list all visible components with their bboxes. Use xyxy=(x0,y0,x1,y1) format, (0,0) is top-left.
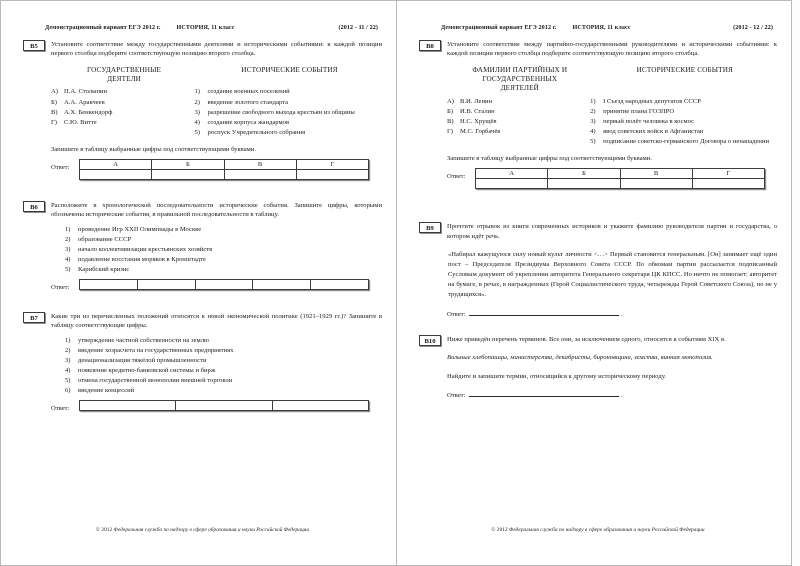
item-key: Г) xyxy=(51,118,58,126)
match-left-heading-b5 xyxy=(51,66,197,85)
option-number: 2) xyxy=(65,346,71,354)
list-item xyxy=(65,265,382,275)
answer-input-cell[interactable] xyxy=(137,279,195,289)
option-number: 6) xyxy=(65,386,71,394)
option-text: утверждение частной собственности на землю xyxy=(78,336,209,344)
option-text: введение концессий xyxy=(78,386,135,394)
match-body-b5 xyxy=(51,87,382,138)
task-b7 xyxy=(23,312,382,412)
option-text: создание корпуса жандармов xyxy=(207,118,290,126)
task-code-b10: B10 xyxy=(419,335,441,346)
option-number: 4) xyxy=(65,366,71,374)
option-text: принятие плана ГОЭЛРО xyxy=(603,107,675,115)
answer-period: . xyxy=(620,392,623,400)
left-heading-line2: ГОСУДАРСТВЕННЫХ xyxy=(482,75,558,84)
task-prompt-b7: Какие три из перечисленных положений относятся к новой экономической политике (1921–1929 гг.)? Запишите в таблицу соответствующие цифры. xyxy=(51,312,382,330)
option-text: введение золотого стандарта xyxy=(207,98,289,106)
left-heading-line1: ГОСУДАРСТВЕННЫЕ xyxy=(86,65,162,74)
item-value: Н.С. Хрущёв xyxy=(460,118,497,126)
match-item xyxy=(447,107,590,117)
task-quote-b9: «Набирал кажущуюся силу новый культ личности <…> Первый становится генеральным. [Он] занимает ещё один пост – Председателя Президиума Верховного Совета СССР. По обкомам партии рассылается подписанный Сусловым документ об укреплении авторитета Генерального секретаря ЦК КПСС. Но ничто не помогает: авторитет на бумаге, в речах, в награжденных (Герой Социалистического труда, четырежды Герой Советского Союза), но не у трудящихся». xyxy=(448,251,777,298)
list-item xyxy=(65,386,382,396)
footer-copyright: © 2012 xyxy=(95,527,114,533)
option-number: 4) xyxy=(590,128,596,136)
match-column-right-b8 xyxy=(590,97,777,148)
task-code-b5: B5 xyxy=(23,40,45,51)
option-text: I Съезд народных депутатов СССР xyxy=(603,97,701,105)
option-text: начало коллективизации крестьянских хозяйств xyxy=(78,245,213,253)
item-key: Б) xyxy=(51,98,57,106)
task-directive-b10: Найдите и запишите термин, относящийся к другому историческому периоду. xyxy=(447,372,667,380)
match-right-heading-b8: ИСТОРИЧЕСКИЕ СОБЫТИЯ xyxy=(636,65,734,74)
list-item xyxy=(65,235,382,245)
match-headings-b8 xyxy=(447,66,777,94)
match-option xyxy=(590,107,777,117)
answer-table-b8[interactable] xyxy=(475,168,765,190)
header-subject: ИСТОРИЯ, 11 класс xyxy=(572,25,631,31)
option-number: 5) xyxy=(65,376,71,384)
list-item xyxy=(65,225,382,235)
header-exam-title: Демонстрационный вариант ЕГЭ 2012 г. xyxy=(45,25,161,31)
match-option xyxy=(590,117,777,127)
option-text: отмена государственной монополии внешней торговли xyxy=(78,376,233,384)
task-code-b8: B8 xyxy=(419,40,441,51)
match-item xyxy=(447,97,590,107)
option-text: денационализация тяжёлой промышленности xyxy=(78,356,207,364)
answer-input-cell[interactable] xyxy=(253,279,311,289)
answer-header-cell: Г xyxy=(692,168,764,179)
match-column-left-b8 xyxy=(447,97,590,148)
answer-table-b7[interactable] xyxy=(79,400,369,411)
answer-label-b10: Ответ: xyxy=(447,392,466,400)
answer-table-b6[interactable] xyxy=(79,279,369,290)
option-text: ввод советских войск в Афганистан xyxy=(603,128,704,136)
footer-copyright: © 2012 xyxy=(491,527,510,533)
option-list-b6 xyxy=(65,225,382,275)
answer-table-b5[interactable] xyxy=(79,159,369,181)
header-page-number: (2012 - 12 / 22) xyxy=(733,25,773,31)
item-key: А) xyxy=(447,97,454,105)
match-option xyxy=(590,137,777,147)
option-number: 1) xyxy=(65,336,71,344)
task-code-b9: B9 xyxy=(419,222,441,233)
match-item xyxy=(447,117,590,127)
answer-input-cell[interactable] xyxy=(224,170,296,180)
answer-label-b9: Ответ: xyxy=(447,310,466,318)
left-heading-line2: ДЕЯТЕЛИ xyxy=(107,75,141,84)
task-b5 xyxy=(23,40,382,180)
item-value: В.И. Ленин xyxy=(460,97,493,105)
item-key: Б) xyxy=(447,107,453,115)
option-text: введение хозрасчета на государственных предприятиях xyxy=(78,346,234,354)
option-number: 4) xyxy=(65,255,71,263)
list-item xyxy=(65,336,382,346)
match-option xyxy=(195,128,383,138)
answer-header-cell: Б xyxy=(548,168,620,179)
option-text: разрешение свободного выхода крестьян из общины xyxy=(207,108,355,116)
match-item xyxy=(51,108,195,118)
option-number: 1) xyxy=(65,225,71,233)
option-text: подавление восстания моряков в Кронштадте xyxy=(78,255,206,263)
task-b10 xyxy=(419,335,777,400)
answer-label-b6: Ответ: xyxy=(51,283,70,291)
list-item xyxy=(65,255,382,265)
page-left xyxy=(0,0,396,566)
item-value: М.С. Горбачёв xyxy=(460,128,501,136)
spacer xyxy=(419,198,777,222)
answer-header-cell: Б xyxy=(152,159,224,170)
answer-label-b8: Ответ: xyxy=(447,172,466,180)
option-number: 5) xyxy=(65,265,71,273)
answer-table-header-row xyxy=(476,168,765,179)
option-number: 4) xyxy=(194,118,200,126)
item-key: В) xyxy=(447,118,454,126)
header-exam-title: Демонстрационный вариант ЕГЭ 2012 г. xyxy=(441,25,557,31)
item-key: В) xyxy=(51,108,58,116)
footer-agency: Федеральная служба по надзору в сфере образования и науки Российской Федерации xyxy=(113,527,310,533)
answer-header-cell: В xyxy=(224,159,296,170)
match-column-right-b5 xyxy=(195,87,383,138)
option-text: проведение Игр XXII Олимпиады в Москве xyxy=(78,225,202,233)
option-list-b7 xyxy=(65,336,382,396)
task-b6 xyxy=(23,201,382,291)
option-number: 2) xyxy=(590,107,596,115)
task-terms-b10: Вольные хлебопашцы, министерства, декабристы, бироновщина, земства, винная монополия. xyxy=(447,354,713,361)
answer-table-input-row xyxy=(80,279,369,289)
answer-input-cell[interactable] xyxy=(195,279,253,289)
item-value: А.А. Аракчеев xyxy=(64,98,105,106)
option-number: 3) xyxy=(65,245,71,253)
spacer xyxy=(23,300,382,312)
answer-input-cell[interactable] xyxy=(476,179,548,189)
list-item xyxy=(65,376,382,386)
header-subject: ИСТОРИЯ, 11 класс xyxy=(176,25,235,31)
task-code-b6: B6 xyxy=(23,201,45,212)
task-prompt-b6: Расположите в хронологической последовательности исторические события. Запишите цифры, которыми обозначены исторические события, в правильной последовательности в таблицу. xyxy=(51,202,382,219)
match-option xyxy=(195,87,383,97)
answer-input-cell[interactable] xyxy=(296,170,368,180)
spacer xyxy=(23,189,382,201)
match-option xyxy=(590,97,777,107)
option-number: 3) xyxy=(65,356,71,364)
option-number: 3) xyxy=(590,118,596,126)
answer-label-b5: Ответ: xyxy=(51,163,70,171)
answer-period: . xyxy=(620,310,623,318)
page-footer-left xyxy=(23,527,382,533)
match-option xyxy=(195,98,383,108)
list-item xyxy=(65,346,382,356)
answer-area-b7 xyxy=(51,400,382,412)
option-text: образование СССР xyxy=(78,235,132,243)
answer-input-cell[interactable] xyxy=(692,179,764,189)
match-headings-b5 xyxy=(51,66,382,85)
answer-area-b5 xyxy=(51,159,382,181)
option-number: 5) xyxy=(590,138,596,146)
footer-agency: Федеральная служба по надзору в сфере образования и науки Российской Федерации xyxy=(509,527,705,533)
answer-header-cell: А xyxy=(80,159,152,170)
answer-label-b7: Ответ: xyxy=(51,404,70,412)
option-number: 3) xyxy=(194,108,200,116)
task-instruction-b5: Запишите в таблицу выбранные цифры под соответствующими буквами. xyxy=(51,146,256,154)
answer-table-input-row xyxy=(476,179,765,189)
match-item xyxy=(51,118,195,128)
answer-input-cell[interactable] xyxy=(152,170,224,180)
option-text: создание военных поселений xyxy=(207,88,290,96)
page-header-right xyxy=(441,25,777,31)
option-text: первый полёт человека в космос xyxy=(603,118,695,126)
match-option xyxy=(195,118,383,128)
task-prompt-b10: Ниже приведён перечень терминов. Все они, за исключением одного, относятся к событиям XIX в. xyxy=(447,335,726,343)
option-text: появление кредитно-банковской системы и бирж xyxy=(78,366,216,374)
answer-line-b9 xyxy=(447,308,777,318)
answer-input-cell[interactable] xyxy=(176,400,272,410)
task-b9 xyxy=(419,222,777,317)
answer-input-cell[interactable] xyxy=(548,179,620,189)
task-instruction-b8: Запишите в таблицу выбранные цифры под соответствующими буквами. xyxy=(447,155,652,163)
match-left-heading-b8 xyxy=(447,66,593,94)
answer-input-cell[interactable] xyxy=(272,400,368,410)
option-text: роспуск Учредительного собрания xyxy=(207,128,306,136)
item-key: Г) xyxy=(447,128,454,136)
match-column-left-b5 xyxy=(51,87,195,138)
task-code-b7: B7 xyxy=(23,312,45,323)
page-header-left xyxy=(45,25,382,31)
answer-table-input-row xyxy=(80,400,369,410)
item-value: С.Ю. Витте xyxy=(64,118,97,126)
option-number: 1) xyxy=(590,97,596,105)
list-item xyxy=(65,366,382,376)
option-number: 2) xyxy=(65,235,71,243)
match-right-heading-b5: ИСТОРИЧЕСКИЕ СОБЫТИЯ xyxy=(241,65,338,74)
item-value: А.Х. Бенкендорф xyxy=(64,108,113,116)
item-value: И.В. Сталин xyxy=(460,107,495,115)
task-prompt-b5: Установите соответствие между государственными деятелями и историческими событиями: к каждой позиции первого столбца подберите соответствующую позицию второго столбца. xyxy=(51,41,382,58)
option-number: 1) xyxy=(194,88,200,96)
list-item xyxy=(65,356,382,366)
answer-input-cell[interactable] xyxy=(311,279,369,289)
list-item xyxy=(65,245,382,255)
answer-table-input-row xyxy=(80,170,369,180)
answer-input-cell[interactable] xyxy=(620,179,692,189)
answer-table-header-row xyxy=(80,159,369,170)
left-heading-line1: ФАМИЛИИ ПАРТИЙНЫХ И xyxy=(472,65,568,74)
match-option xyxy=(195,108,383,118)
match-option xyxy=(590,127,777,137)
option-text: Карибский кризис xyxy=(78,265,130,273)
option-text: подписание советско-германского Договора о ненападении xyxy=(603,138,770,146)
match-body-b8 xyxy=(447,97,777,148)
answer-area-b8 xyxy=(447,168,777,190)
answer-header-cell: Г xyxy=(296,159,368,170)
answer-header-cell: В xyxy=(620,168,692,179)
item-value: П.А. Столыпин xyxy=(64,88,108,96)
page-right xyxy=(396,0,792,566)
match-item xyxy=(447,127,590,137)
answer-input-cell[interactable] xyxy=(80,279,138,289)
page-footer-right xyxy=(419,527,777,533)
answer-input-cell[interactable] xyxy=(80,170,152,180)
match-item xyxy=(51,87,195,97)
answer-input-cell[interactable] xyxy=(80,400,176,410)
header-page-number: (2012 - 11 / 22) xyxy=(338,25,378,31)
option-number: 2) xyxy=(194,98,200,106)
task-prompt-b8: Установите соответствие между партийно-государственными руководителями и историческими событиями: к каждой позиции первого столбца подберите соответствующую позицию второго столбца. xyxy=(447,41,777,58)
task-prompt-b9: Прочтите отрывок из книги современных историков и укажите фамилию руководителя партии и государства, о котором идёт речь. xyxy=(447,223,777,240)
answer-line-b10 xyxy=(447,389,777,399)
answer-input-rule[interactable] xyxy=(469,389,619,397)
answer-area-b6 xyxy=(51,279,382,291)
left-heading-line3: ДЕЯТЕЛЕЙ xyxy=(500,84,540,93)
match-item xyxy=(51,98,195,108)
answer-input-rule[interactable] xyxy=(469,308,619,316)
item-key: А) xyxy=(51,88,58,96)
answer-header-cell: А xyxy=(476,168,548,179)
spacer xyxy=(419,327,777,335)
task-b8 xyxy=(419,40,777,189)
option-number: 5) xyxy=(194,128,200,136)
